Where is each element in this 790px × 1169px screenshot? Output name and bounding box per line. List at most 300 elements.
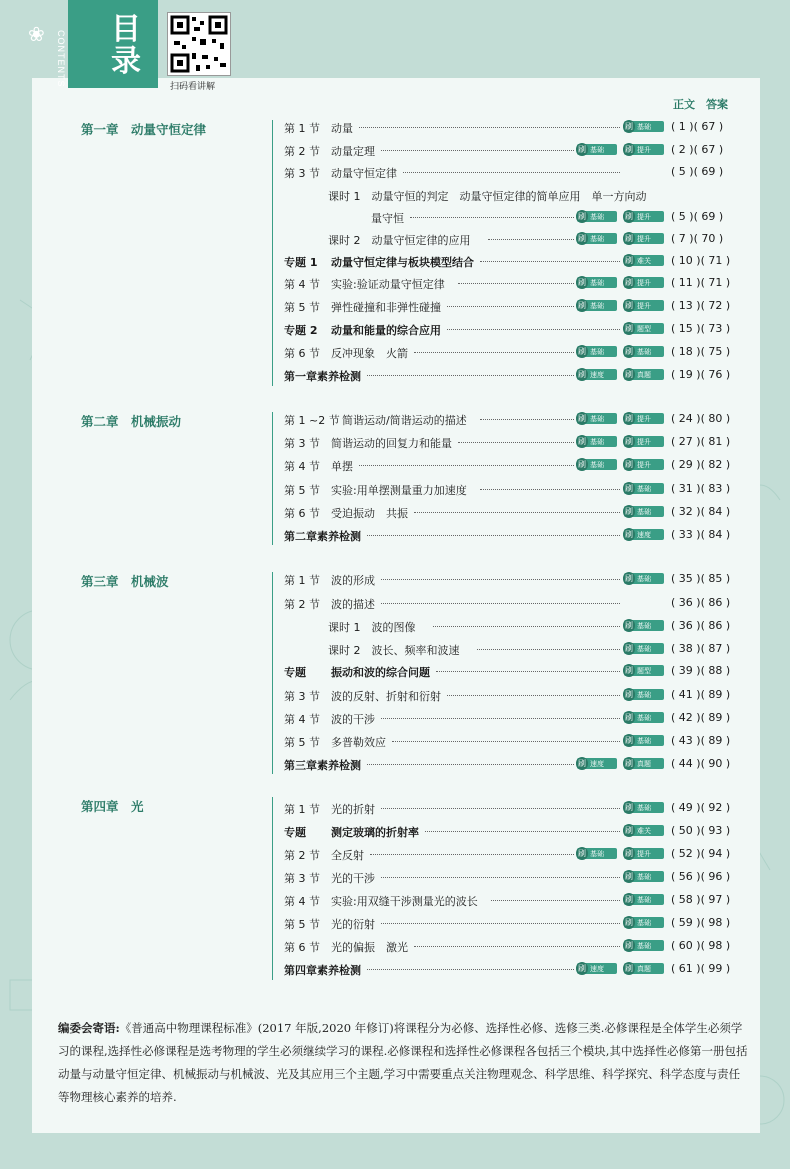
toc-entry[interactable] [284, 186, 754, 204]
practice-tag[interactable] [624, 917, 664, 928]
toc-entry[interactable] [284, 343, 754, 361]
brush-icon: 刷 [625, 644, 633, 653]
dot-leader [367, 764, 574, 765]
practice-tag[interactable] [577, 413, 617, 424]
toc-entry[interactable] [284, 732, 754, 750]
entry-title: 实验:验证动量守恒定律 [331, 278, 445, 291]
practice-tag-label: 题型 [637, 667, 651, 675]
practice-tag-label: 提升 [637, 146, 651, 154]
practice-tag[interactable] [624, 529, 664, 540]
practice-tag-label: 提升 [637, 461, 651, 469]
entry-title: 动量定理 [331, 145, 375, 158]
brush-icon: 刷 [625, 212, 633, 221]
practice-tag[interactable] [624, 255, 664, 266]
toc-entry[interactable] [284, 709, 754, 727]
entry-number: 第 5 节 [284, 484, 320, 497]
brush-icon: 刷 [625, 484, 633, 493]
practice-tag-label: 基础 [637, 622, 651, 630]
toc-entry[interactable] [284, 937, 754, 955]
entry-pages: ( 11 )( 71 ) [671, 276, 731, 289]
dot-leader [370, 854, 574, 855]
entry-number: 第四章素养检测 [284, 964, 361, 977]
brush-icon: 刷 [625, 301, 633, 310]
practice-tag[interactable] [577, 277, 617, 288]
brush-icon: 刷 [625, 713, 633, 722]
toc-entry[interactable] [284, 868, 754, 886]
toc-entry[interactable] [284, 822, 754, 840]
brush-icon: 刷 [625, 964, 633, 973]
entry-title: 多普勒效应 [331, 736, 386, 749]
dot-leader [447, 329, 620, 330]
toc-entry[interactable] [284, 118, 754, 136]
brush-icon: 刷 [625, 530, 633, 539]
brush-icon: 刷 [625, 234, 633, 243]
dot-leader [403, 172, 620, 173]
entry-number: 第 1 节 [284, 803, 320, 816]
toc-entry[interactable] [284, 640, 754, 658]
brush-icon: 刷 [625, 895, 633, 904]
practice-tag[interactable] [624, 483, 664, 494]
entry-title: 波的形成 [331, 574, 375, 587]
toc-entry[interactable] [284, 366, 754, 384]
dot-leader [477, 649, 620, 650]
toc-entry[interactable] [284, 141, 754, 159]
entry-number: 第 6 节 [284, 941, 320, 954]
toc-entry[interactable] [284, 208, 754, 226]
practice-tag-label: 基础 [637, 123, 651, 131]
entry-number: 第 3 节 [284, 437, 320, 450]
entry-title: 全反射 [331, 849, 364, 862]
dot-leader [381, 808, 620, 809]
entry-pages: ( 52 )( 94 ) [671, 847, 731, 860]
entry-title: 动量守恒定律 [331, 167, 397, 180]
practice-tag-label: 基础 [590, 279, 604, 287]
entry-title: 课时 1 动量守恒的判定 动量守恒定律的简单应用 单一方向动 [328, 190, 647, 203]
practice-tag-label: 基础 [590, 438, 604, 446]
practice-tag[interactable] [577, 848, 617, 859]
entry-title: 课时 2 波长、频率和波速 [328, 644, 460, 657]
entry-pages: ( 1 )( 67 ) [671, 120, 724, 133]
brush-icon: 刷 [578, 849, 586, 858]
practice-tag[interactable] [624, 369, 664, 380]
brush-icon: 刷 [578, 234, 586, 243]
entry-pages: ( 13 )( 72 ) [671, 299, 731, 312]
dot-leader [447, 695, 620, 696]
toc-entry[interactable] [284, 617, 754, 635]
chapter-heading: 第一章 动量守恒定律 [81, 122, 207, 137]
practice-tag[interactable] [577, 346, 617, 357]
entry-number: 第 4 节 [284, 460, 320, 473]
entry-pages: ( 33 )( 84 ) [671, 528, 731, 541]
toc-entry[interactable] [284, 662, 754, 680]
practice-tag-label: 速度 [590, 760, 604, 768]
brush-icon: 刷 [625, 437, 633, 446]
dot-leader [433, 626, 620, 627]
toc-entry[interactable] [284, 230, 754, 248]
entry-number: 第 5 节 [284, 301, 320, 314]
dot-leader [359, 465, 574, 466]
practice-tag[interactable] [577, 963, 617, 974]
practice-tag-label: 提升 [637, 415, 651, 423]
entry-title: 课时 1 波的图像 [328, 621, 416, 634]
entry-pages: ( 44 )( 90 ) [671, 757, 731, 770]
entry-pages: ( 29 )( 82 ) [671, 458, 731, 471]
brush-icon: 刷 [625, 941, 633, 950]
practice-tag[interactable] [624, 300, 664, 311]
entry-number: 第 4 节 [284, 713, 320, 726]
practice-tag-label: 基础 [590, 146, 604, 154]
practice-tag-label: 提升 [637, 302, 651, 310]
entry-pages: ( 38 )( 87 ) [671, 642, 731, 655]
brush-icon: 刷 [625, 347, 633, 356]
brush-icon: 刷 [625, 574, 633, 583]
toc-entry[interactable] [284, 297, 754, 315]
practice-tag-label: 真题 [637, 965, 651, 973]
brush-icon: 刷 [625, 370, 633, 379]
qr-code-icon [168, 13, 230, 75]
practice-tag-label: 基础 [637, 737, 651, 745]
entry-number: 第二章素养检测 [284, 530, 361, 543]
practice-tag[interactable] [624, 758, 664, 769]
page-subtitle: CONTENTS [56, 30, 66, 88]
brush-icon: 刷 [625, 666, 633, 675]
dot-leader [392, 741, 620, 742]
brush-icon: 刷 [625, 507, 633, 516]
dot-leader [381, 603, 620, 604]
entry-pages: ( 58 )( 97 ) [671, 893, 731, 906]
entry-pages: ( 49 )( 92 ) [671, 801, 731, 814]
entry-number: 第 5 节 [284, 918, 320, 931]
toc-entry[interactable] [284, 480, 754, 498]
entry-title: 弹性碰撞和非弹性碰撞 [331, 301, 441, 314]
practice-tag[interactable] [624, 459, 664, 470]
brush-icon: 刷 [625, 122, 633, 131]
entry-pages: ( 5 )( 69 ) [671, 165, 724, 178]
practice-tag[interactable] [624, 963, 664, 974]
entry-number: 第 4 节 [284, 278, 320, 291]
toc-entry[interactable] [284, 845, 754, 863]
practice-tag-label: 速度 [590, 965, 604, 973]
practice-tag[interactable] [624, 712, 664, 723]
entry-title: 动量 [331, 122, 353, 135]
practice-tag[interactable] [624, 620, 664, 631]
practice-tag-label: 真题 [637, 760, 651, 768]
brush-icon: 刷 [625, 324, 633, 333]
practice-tag[interactable] [624, 735, 664, 746]
entry-number: 第一章素养检测 [284, 370, 361, 383]
toc-entry[interactable] [284, 914, 754, 932]
practice-tag-label: 基础 [637, 873, 651, 881]
practice-tag-label: 基础 [590, 461, 604, 469]
practice-tag[interactable] [624, 211, 664, 222]
practice-tag-label: 提升 [637, 438, 651, 446]
entry-pages: ( 5 )( 69 ) [671, 210, 724, 223]
practice-tag-label: 基础 [637, 942, 651, 950]
editorial-note [58, 1017, 748, 1109]
toc-entry[interactable] [284, 891, 754, 909]
brush-icon: 刷 [625, 690, 633, 699]
brush-icon: 刷 [578, 964, 586, 973]
chapter-heading: 第三章 机械波 [81, 574, 169, 589]
practice-tag[interactable] [577, 300, 617, 311]
entry-pages: ( 43 )( 89 ) [671, 734, 731, 747]
entry-title: 反冲现象 火箭 [331, 347, 408, 360]
entry-title: 简谐运动/简谐运动的描述 [342, 414, 467, 427]
practice-tag[interactable] [624, 277, 664, 288]
entry-title: 简谐运动的回复力和能量 [331, 437, 452, 450]
entry-number: 第 2 节 [284, 598, 320, 611]
toc-entry[interactable] [284, 163, 754, 181]
brush-icon: 刷 [578, 347, 586, 356]
dot-leader [414, 352, 574, 353]
dot-leader [458, 442, 574, 443]
practice-tag-label: 基础 [637, 804, 651, 812]
practice-tag[interactable] [624, 848, 664, 859]
practice-tag[interactable] [624, 436, 664, 447]
practice-tag-label: 基础 [637, 919, 651, 927]
practice-tag[interactable] [624, 894, 664, 905]
editorial-note-label: 编委会寄语: [58, 1021, 120, 1035]
editorial-note-text: 《普通高中物理课程标准》(2017 年版,2020 年修订)将课程分为必修、选择性必修、选修三类.必修课程是全体学生必须学习的课程,选择性必修课程是选考物理的学生必须继续学习的课程.必修课程和选择性必修课程各包括三个模块,其中选择性必修第一册包括动量与动量守恒定律、机械振动与机械波、光及其应用三个主题,学习中需要重点关注物理观念、科学思维、科学探究、科学态度与责任等物理核心素养的培养. [58, 1021, 748, 1104]
dot-leader [425, 831, 620, 832]
entry-title: 单摆 [331, 460, 353, 473]
brush-icon: 刷 [578, 414, 586, 423]
practice-tag-label: 基础 [637, 691, 651, 699]
dot-leader [367, 535, 620, 536]
dot-leader [367, 969, 574, 970]
entry-number: 第 2 节 [284, 849, 320, 862]
brush-icon: 刷 [625, 621, 633, 630]
entry-pages: ( 41 )( 89 ) [671, 688, 731, 701]
brush-icon: 刷 [625, 460, 633, 469]
entry-pages: ( 15 )( 73 ) [671, 322, 731, 335]
toc-entry[interactable] [284, 320, 754, 338]
entry-number: 专题 [284, 666, 306, 679]
entry-pages: ( 35 )( 85 ) [671, 572, 731, 585]
practice-tag[interactable] [624, 871, 664, 882]
practice-tag[interactable] [577, 233, 617, 244]
dot-leader [414, 946, 620, 947]
entry-number: 专题 1 [284, 256, 318, 269]
toc-entry[interactable] [284, 456, 754, 474]
practice-tag[interactable] [624, 940, 664, 951]
entry-pages: ( 24 )( 80 ) [671, 412, 731, 425]
practice-tag[interactable] [624, 573, 664, 584]
entry-pages: ( 31 )( 83 ) [671, 482, 731, 495]
entry-title: 受迫振动 共振 [331, 507, 408, 520]
brush-icon: 刷 [625, 278, 633, 287]
entry-pages: ( 39 )( 88 ) [671, 664, 731, 677]
entry-title: 波的反射、折射和衍射 [331, 690, 441, 703]
dot-leader [488, 239, 574, 240]
practice-tag[interactable] [624, 121, 664, 132]
practice-tag[interactable] [577, 144, 617, 155]
entry-title: 波的描述 [331, 598, 375, 611]
practice-tag[interactable] [577, 211, 617, 222]
toc-entry[interactable] [284, 755, 754, 773]
practice-tag[interactable] [577, 369, 617, 380]
practice-tag-label: 速度 [590, 371, 604, 379]
entry-number: 第 1 ~2 节 [284, 414, 340, 427]
entry-pages: ( 60 )( 98 ) [671, 939, 731, 952]
toc-entry[interactable] [284, 686, 754, 704]
chapter-bracket [272, 120, 283, 386]
entry-title: 光的折射 [331, 803, 375, 816]
brush-icon: 刷 [625, 872, 633, 881]
entry-pages: ( 7 )( 70 ) [671, 232, 724, 245]
chapter-bracket [272, 797, 283, 980]
dot-leader [458, 283, 574, 284]
practice-tag-label: 基础 [590, 348, 604, 356]
practice-tag-label: 基础 [637, 575, 651, 583]
toc-entry[interactable] [284, 503, 754, 521]
entry-pages: ( 2 )( 67 ) [671, 143, 724, 156]
entry-title: 课时 2 动量守恒定律的应用 [328, 234, 471, 247]
entry-pages: ( 56 )( 96 ) [671, 870, 731, 883]
toc-entry[interactable] [284, 960, 754, 978]
toc-entry[interactable] [284, 274, 754, 292]
brush-icon: 刷 [625, 826, 633, 835]
practice-tag-label: 基础 [590, 302, 604, 310]
brush-icon: 刷 [625, 803, 633, 812]
contents-tab [56, 0, 158, 88]
chapter-heading: 第四章 光 [81, 799, 144, 814]
practice-tag-label: 真题 [637, 371, 651, 379]
dot-leader [381, 923, 620, 924]
practice-tag[interactable] [624, 233, 664, 244]
entry-pages: ( 19 )( 76 ) [671, 368, 731, 381]
dot-leader [410, 217, 574, 218]
entry-pages: ( 18 )( 75 ) [671, 345, 731, 358]
entry-number: 第 4 节 [284, 895, 320, 908]
chapter-bracket [272, 412, 283, 545]
brush-icon: 刷 [578, 460, 586, 469]
practice-tag-label: 基础 [637, 645, 651, 653]
toc-entry[interactable] [284, 252, 754, 270]
practice-tag-label: 基础 [590, 213, 604, 221]
brush-icon: 刷 [578, 437, 586, 446]
practice-tag-label: 基础 [637, 485, 651, 493]
entry-title: 动量守恒定律与板块模型结合 [331, 256, 474, 269]
practice-tag[interactable] [624, 506, 664, 517]
dot-leader [367, 375, 574, 376]
entry-pages: ( 61 )( 99 ) [671, 962, 731, 975]
toc-entry[interactable] [284, 526, 754, 544]
practice-tag-label: 提升 [637, 850, 651, 858]
brush-icon: 刷 [625, 849, 633, 858]
practice-tag-label: 基础 [637, 714, 651, 722]
entry-number: 第 3 节 [284, 872, 320, 885]
entry-title: 波的干涉 [331, 713, 375, 726]
practice-tag-label: 难关 [637, 257, 651, 265]
practice-tag-label: 基础 [590, 235, 604, 243]
toc-entry[interactable] [284, 433, 754, 451]
brush-icon: 刷 [625, 414, 633, 423]
practice-tag[interactable] [624, 802, 664, 813]
entry-pages: ( 59 )( 98 ) [671, 916, 731, 929]
entry-title: 光的衍射 [331, 918, 375, 931]
qr-code[interactable] [167, 12, 231, 76]
practice-tag[interactable] [624, 825, 664, 836]
practice-tag[interactable] [577, 459, 617, 470]
dot-leader [480, 261, 620, 262]
toc-entry[interactable] [284, 799, 754, 817]
toc-entry[interactable] [284, 594, 754, 612]
entry-title: 量守恒 [371, 212, 404, 225]
dot-leader [381, 718, 620, 719]
practice-tag[interactable] [624, 665, 664, 676]
entry-pages: ( 50 )( 93 ) [671, 824, 731, 837]
entry-number: 第 5 节 [284, 736, 320, 749]
practice-tag[interactable] [624, 413, 664, 424]
practice-tag-label: 基础 [590, 415, 604, 423]
practice-tag-label: 提升 [637, 213, 651, 221]
practice-tag[interactable] [624, 144, 664, 155]
entry-number: 第 6 节 [284, 347, 320, 360]
dot-leader [491, 900, 620, 901]
entry-title: 实验:用单摆测量重力加速度 [331, 484, 467, 497]
entry-title: 动量和能量的综合应用 [331, 324, 441, 337]
entry-number: 第 1 节 [284, 122, 320, 135]
practice-tag[interactable] [624, 323, 664, 334]
entry-number: 专题 [284, 826, 306, 839]
dot-leader [359, 127, 620, 128]
dot-leader [414, 512, 620, 513]
column-header-answer: 答案 [706, 98, 728, 111]
entry-pages: ( 36 )( 86 ) [671, 619, 731, 632]
brush-icon: 刷 [625, 918, 633, 927]
brush-icon: 刷 [578, 370, 586, 379]
entry-pages: ( 42 )( 89 ) [671, 711, 731, 724]
entry-number: 第 3 节 [284, 167, 320, 180]
entry-number: 第 2 节 [284, 145, 320, 158]
dot-leader [480, 489, 620, 490]
brush-icon: 刷 [625, 256, 633, 265]
entry-title: 光的偏振 激光 [331, 941, 408, 954]
entry-title: 振动和波的综合问题 [331, 666, 430, 679]
brush-icon: 刷 [625, 759, 633, 768]
toc-entry[interactable] [284, 410, 754, 428]
qr-caption: 扫码看讲解 [170, 82, 216, 92]
column-header-text: 正文 [673, 98, 695, 111]
brush-icon: 刷 [625, 736, 633, 745]
practice-tag[interactable] [577, 436, 617, 447]
entry-pages: ( 27 )( 81 ) [671, 435, 731, 448]
flower-icon: ❀ [28, 22, 45, 46]
dot-leader [381, 150, 574, 151]
entry-pages: ( 32 )( 84 ) [671, 505, 731, 518]
entry-number: 第 1 节 [284, 574, 320, 587]
dot-leader [447, 306, 574, 307]
practice-tag[interactable] [624, 689, 664, 700]
toc-entry[interactable] [284, 570, 754, 588]
practice-tag-label: 速度 [637, 531, 651, 539]
brush-icon: 刷 [578, 301, 586, 310]
brush-icon: 刷 [625, 145, 633, 154]
brush-icon: 刷 [578, 278, 586, 287]
practice-tag-label: 提升 [637, 235, 651, 243]
practice-tag[interactable] [624, 643, 664, 654]
practice-tag[interactable] [577, 758, 617, 769]
practice-tag[interactable] [624, 346, 664, 357]
entry-pages: ( 36 )( 86 ) [671, 596, 731, 609]
practice-tag-label: 难关 [637, 827, 651, 835]
brush-icon: 刷 [578, 212, 586, 221]
dot-leader [381, 579, 620, 580]
entry-title: 测定玻璃的折射率 [331, 826, 419, 839]
chapter-heading: 第二章 机械振动 [81, 414, 182, 429]
brush-icon: 刷 [578, 759, 586, 768]
